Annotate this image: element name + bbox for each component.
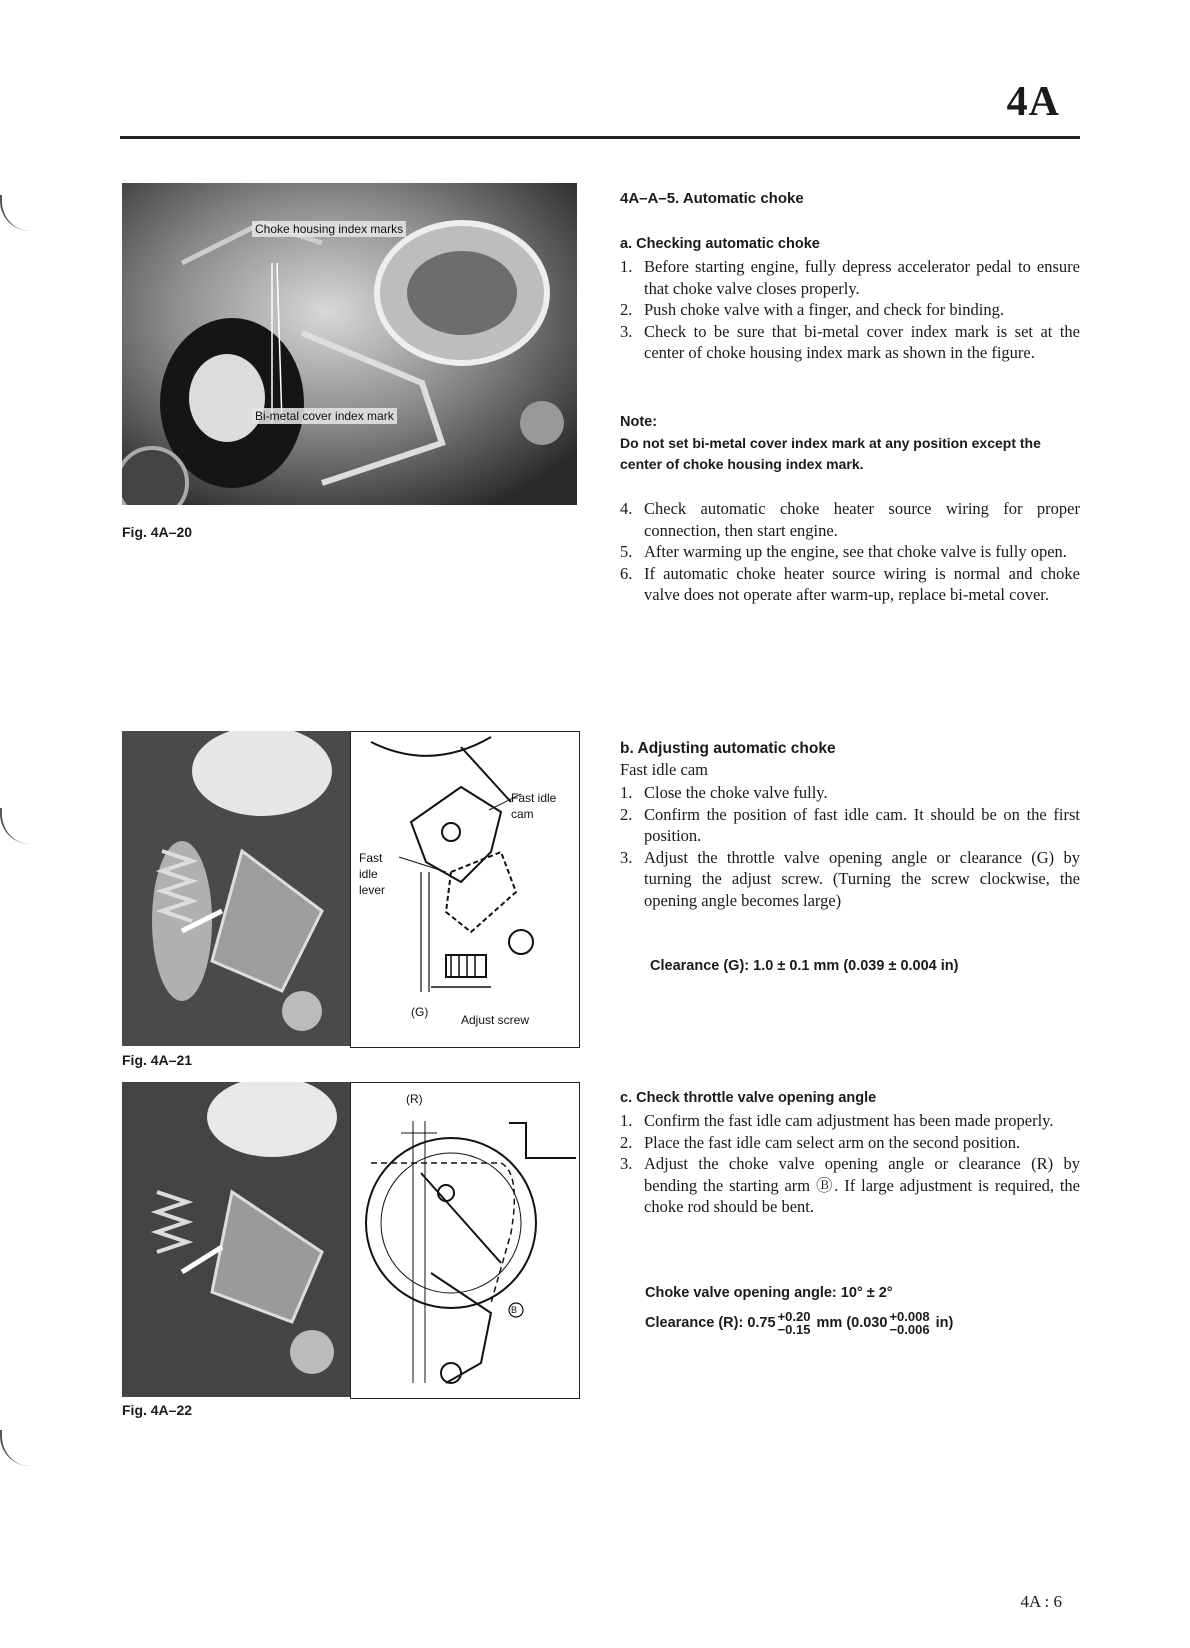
fast-idle-photo <box>122 731 350 1046</box>
list-item: 1. Confirm the fast idle cam adjustment has been made properly. <box>620 1111 1054 1130</box>
list-item: 6. If automatic choke heater source wiring is normal and choke valve does not operate after warm-up, replace bi-metal cover. <box>620 563 1080 604</box>
figure-label: Fig. 4A–21 <box>122 1052 193 1068</box>
list-item: 1. Before starting engine, fully depress accelerator pedal to ensure that choke valve closes properly. <box>620 257 1080 298</box>
binding-mark <box>0 1430 42 1466</box>
list-item: 2. Confirm the position of fast idle cam. It should be on the first position. <box>620 804 1080 845</box>
checking-steps-continued <box>620 498 1080 606</box>
choke-opening-diagram <box>351 1083 579 1398</box>
list-item: 3. Adjust the choke valve opening angle or clearance (R) by bending the starting arm Ⓑ. If large adjustment is required, the choke rod should be bent. <box>620 1154 1080 1216</box>
spec-clearance-r: Clearance (R): 0.75 +0.20 −0.15 mm (0.030 +0.008 −0.006 in) <box>645 1309 954 1337</box>
checking-steps <box>620 256 1080 364</box>
callout-choke-housing-index-marks: Choke housing index marks <box>252 221 406 237</box>
list-item: 5. After warming up the engine, see that choke valve is fully open. <box>620 542 1067 561</box>
list-item: 2. Place the fast idle cam select arm on the second position. <box>620 1132 1021 1152</box>
spec-choke-valve-angle: Choke valve opening angle: 10° ± 2° <box>645 1285 893 1301</box>
heading-check-throttle-valve: c. Check throttle valve opening angle <box>620 1090 877 1106</box>
binding-mark <box>0 808 42 844</box>
note-label: Note: <box>620 414 658 430</box>
list-item: 1. Close the choke valve fully. <box>620 783 828 802</box>
figure-4a-22-diagram <box>350 1082 580 1399</box>
diagram-label-r: (R) <box>406 1092 423 1106</box>
figure-label: Fig. 4A–20 <box>122 524 193 540</box>
diagram-label-adjust-screw: Adjust screw <box>461 1013 530 1027</box>
diagram-label-b: B <box>511 1305 518 1315</box>
diagram-label-g: (G) <box>411 1005 429 1019</box>
spec-clearance-g: Clearance (G): 1.0 ± 0.1 mm (0.039 ± 0.004 in) <box>650 958 959 974</box>
header-rule <box>120 136 1080 139</box>
adjusting-steps <box>620 782 1080 911</box>
figure-4a-21-photo <box>122 731 350 1046</box>
diagram-label-fast-idle-cam: Fast idle cam <box>511 791 557 821</box>
binding-mark <box>0 195 42 231</box>
list-item: 3. Check to be sure that bi-metal cover index mark is set at the center of choke housing index mark as shown in the figure. <box>620 321 1080 362</box>
diagram-label-fast-idle-lever: Fast idle lever <box>359 851 386 897</box>
throttle-steps <box>620 1110 1080 1218</box>
callout-bi-metal-cover-index-mark: Bi-metal cover index mark <box>252 408 397 424</box>
subheading-fast-idle-cam: Fast idle cam <box>620 760 708 779</box>
figure-4a-21-diagram <box>350 731 580 1048</box>
page-number: 4A : 6 <box>1020 1592 1062 1611</box>
choke-valve-photo <box>122 1082 350 1397</box>
section-title: 4A–A–5. Automatic choke <box>620 190 804 207</box>
list-item: 2. Push choke valve with a finger, and check for binding. <box>620 300 1004 319</box>
heading-adjusting-automatic-choke: b. Adjusting automatic choke <box>620 740 836 757</box>
note-text: Do not set bi-metal cover index mark at any position except the center of choke housing index mark. <box>620 435 1041 472</box>
heading-checking-automatic-choke: a. Checking automatic choke <box>620 236 820 252</box>
figure-4a-22-photo <box>122 1082 350 1397</box>
figure-label: Fig. 4A–22 <box>122 1402 193 1418</box>
figure-4a-20-photo <box>122 183 577 505</box>
section-tab: 4A <box>1006 79 1060 125</box>
list-item: 3. Adjust the throttle valve opening angle or clearance (G) by turning the adjust screw. (Turning the screw clockwise, the opening angle becomes large) <box>620 847 1080 910</box>
list-item: 4. Check automatic choke heater source wiring for proper connection, then start engine. <box>620 499 1080 540</box>
